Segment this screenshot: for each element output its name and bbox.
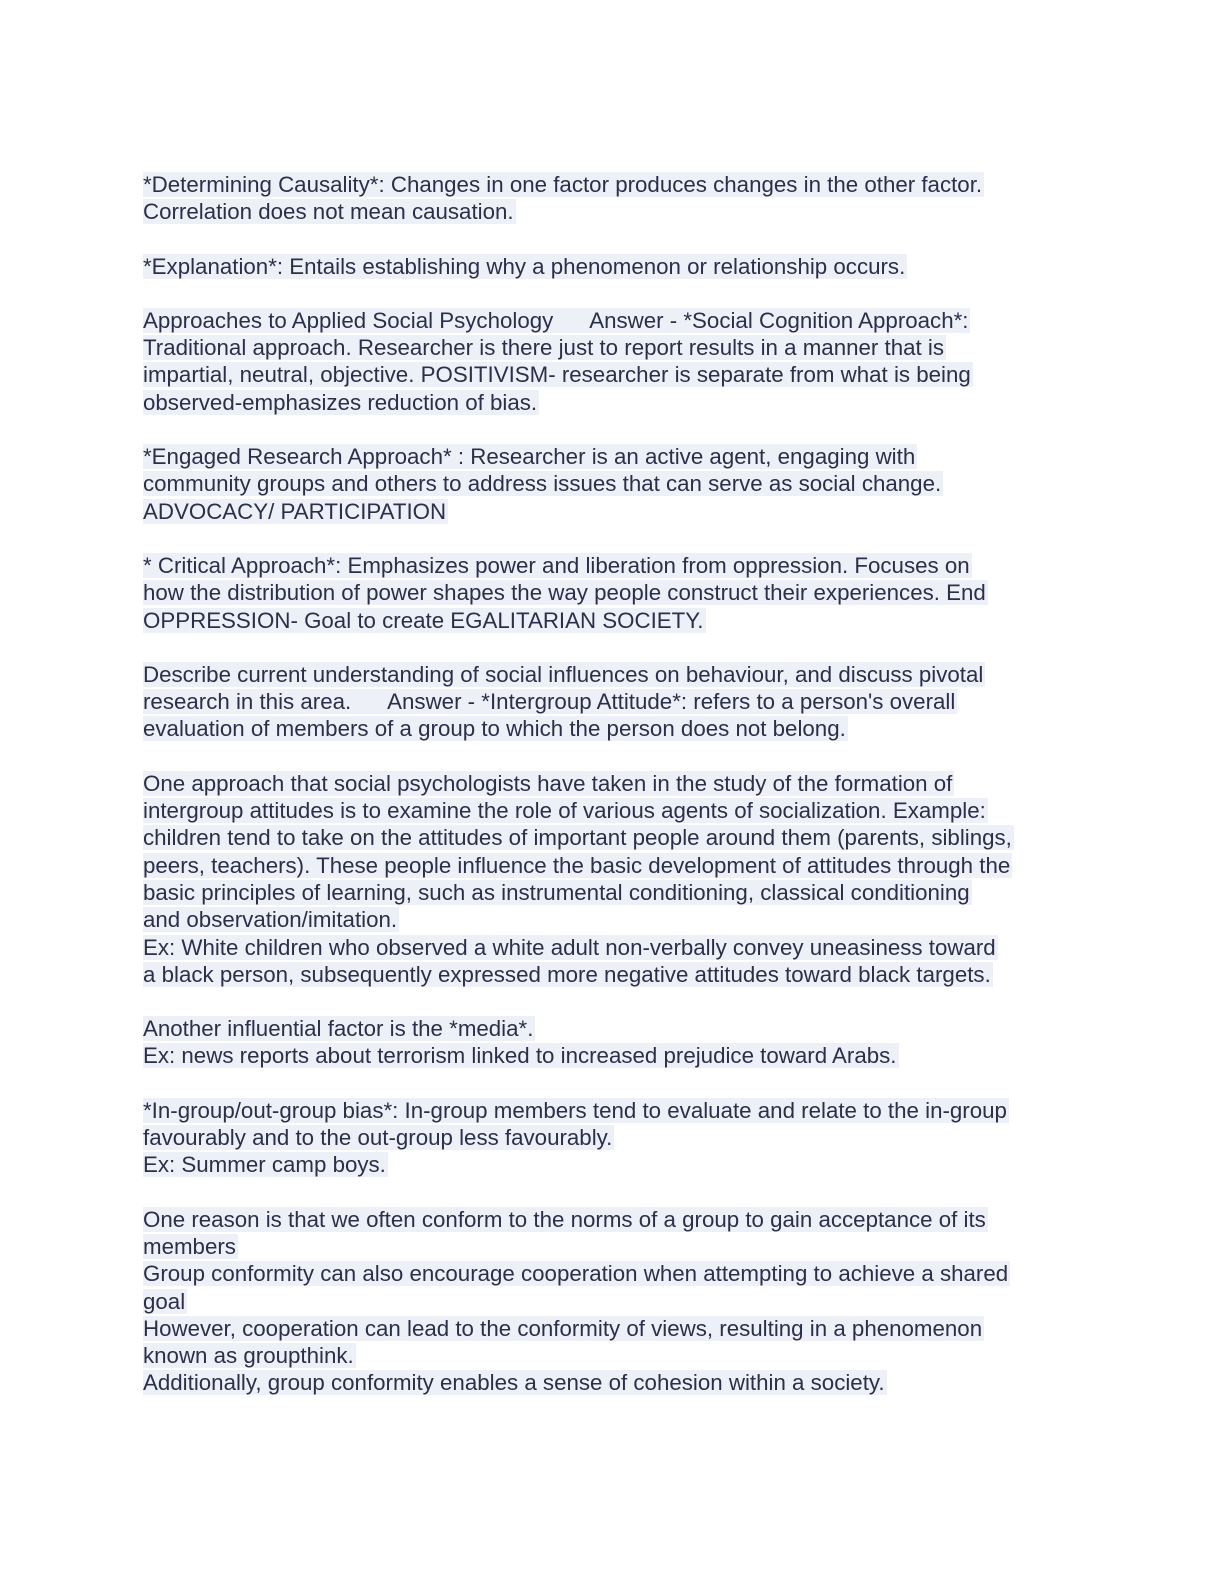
text-line-content: *Engaged Research Approach* : Researcher is an active agent, engaging with bbox=[143, 444, 916, 470]
paragraph bbox=[143, 307, 1083, 416]
paragraph bbox=[143, 1015, 1083, 1070]
text-line bbox=[143, 552, 1083, 579]
text-line bbox=[143, 852, 1083, 879]
text-line bbox=[143, 253, 1083, 280]
text-line bbox=[143, 579, 1083, 606]
text-line bbox=[143, 1288, 1083, 1315]
text-line-content: Describe current understanding of social influences on behaviour, and discuss pivotal bbox=[143, 661, 984, 687]
paragraph bbox=[143, 1206, 1083, 1397]
text-line-content: research in this area. Answer - *Intergroup Attitude*: refers to a person's overall bbox=[143, 689, 956, 715]
text-line-content: Additionally, group conformity enables a sense of cohesion within a society. bbox=[143, 1370, 885, 1396]
text-line-content: Group conformity can also encourage cooperation when attempting to achieve a shared bbox=[143, 1261, 1009, 1287]
text-line bbox=[143, 1233, 1083, 1260]
text-line bbox=[143, 443, 1083, 470]
text-line-content: Approaches to Applied Social Psychology Answer - *Social Cognition Approach*: bbox=[143, 307, 969, 333]
paragraph bbox=[143, 253, 1083, 280]
text-line-content: OPPRESSION- Goal to create EGALITARIAN SOCIETY. bbox=[143, 607, 704, 633]
text-line bbox=[143, 1151, 1083, 1178]
text-line bbox=[143, 1369, 1083, 1396]
text-line bbox=[143, 470, 1083, 497]
text-line-content: Another influential factor is the *media*. bbox=[143, 1016, 534, 1042]
text-line-content: One approach that social psychologists have taken in the study of the formation of bbox=[143, 770, 953, 796]
text-line-content: observed-emphasizes reduction of bias. bbox=[143, 389, 538, 415]
text-line bbox=[143, 1015, 1083, 1042]
paragraph bbox=[143, 171, 1083, 226]
text-line-content: known as groupthink. bbox=[143, 1343, 354, 1369]
text-line-content: peers, teachers). These people influence the basic development of attitudes through the bbox=[143, 852, 1011, 878]
text-line bbox=[143, 1342, 1083, 1369]
text-line-content: However, cooperation can lead to the conformity of views, resulting in a phenomenon bbox=[143, 1315, 983, 1341]
text-line bbox=[143, 1097, 1083, 1124]
text-line-content: basic principles of learning, such as instrumental conditioning, classical conditioning bbox=[143, 879, 970, 905]
text-line bbox=[143, 1206, 1083, 1233]
text-line-content: community groups and others to address issues that can serve as social change. bbox=[143, 471, 942, 497]
text-line bbox=[143, 906, 1083, 933]
text-line bbox=[143, 607, 1083, 634]
text-line bbox=[143, 961, 1083, 988]
text-line-content: *Determining Causality*: Changes in one factor produces changes in the other factor. bbox=[143, 172, 983, 197]
text-line-content: intergroup attitudes is to examine the role of various agents of socialization. Example: bbox=[143, 798, 986, 824]
text-line bbox=[143, 307, 1083, 334]
text-line bbox=[143, 361, 1083, 388]
text-line-content: favourably and to the out-group less favourably. bbox=[143, 1125, 613, 1151]
text-line bbox=[143, 1124, 1083, 1151]
paragraph bbox=[143, 661, 1083, 743]
text-line-content: impartial, neutral, objective. POSITIVISM- researcher is separate from what is being bbox=[143, 362, 971, 388]
text-line-content: and observation/imitation. bbox=[143, 907, 398, 933]
text-line bbox=[143, 770, 1083, 797]
text-line bbox=[143, 171, 1083, 198]
text-line-content: children tend to take on the attitudes of important people around them (parents, siblings, bbox=[143, 825, 1012, 851]
text-line-content: Ex: Summer camp boys. bbox=[143, 1152, 386, 1178]
text-line bbox=[143, 334, 1083, 361]
text-line bbox=[143, 661, 1083, 688]
text-line-content: Traditional approach. Researcher is there just to report results in a manner that is bbox=[143, 335, 945, 361]
document-body bbox=[143, 171, 1083, 1424]
text-line-content: Ex: White children who observed a white adult non-verbally convey uneasiness toward bbox=[143, 934, 996, 960]
text-line bbox=[143, 824, 1083, 851]
text-line-content: ADVOCACY/ PARTICIPATION bbox=[143, 498, 447, 524]
text-line bbox=[143, 1260, 1083, 1287]
text-line-content: evaluation of members of a group to which the person does not belong. bbox=[143, 716, 846, 742]
text-line-content: One reason is that we often conform to the norms of a group to gain acceptance of its bbox=[143, 1206, 986, 1232]
text-line-content: * Critical Approach*: Emphasizes power and liberation from oppression. Focuses on bbox=[143, 552, 970, 578]
text-line bbox=[143, 1315, 1083, 1342]
text-line-content: Correlation does not mean causation. bbox=[143, 199, 514, 225]
text-line-content: members bbox=[143, 1233, 236, 1259]
paragraph bbox=[143, 552, 1083, 634]
paragraph bbox=[143, 443, 1083, 525]
paragraph bbox=[143, 770, 1083, 988]
text-line-content: *Explanation*: Entails establishing why a phenomenon or relationship occurs. bbox=[143, 253, 906, 279]
text-line-content: Ex: news reports about terrorism linked to increased prejudice toward Arabs. bbox=[143, 1043, 897, 1069]
paragraph bbox=[143, 1097, 1083, 1179]
text-line-content: how the distribution of power shapes the way people construct their experiences. End bbox=[143, 580, 986, 606]
text-line bbox=[143, 389, 1083, 416]
text-line-content: goal bbox=[143, 1288, 186, 1314]
text-line bbox=[143, 934, 1083, 961]
text-line bbox=[143, 879, 1083, 906]
text-line bbox=[143, 715, 1083, 742]
text-line-content: a black person, subsequently expressed more negative attitudes toward black targets. bbox=[143, 961, 991, 987]
text-line bbox=[143, 198, 1083, 225]
text-line bbox=[143, 797, 1083, 824]
text-line bbox=[143, 498, 1083, 525]
text-line-content: *In-group/out-group bias*: In-group members tend to evaluate and relate to the in-group bbox=[143, 1097, 1007, 1123]
text-line bbox=[143, 1042, 1083, 1069]
text-line bbox=[143, 688, 1083, 715]
